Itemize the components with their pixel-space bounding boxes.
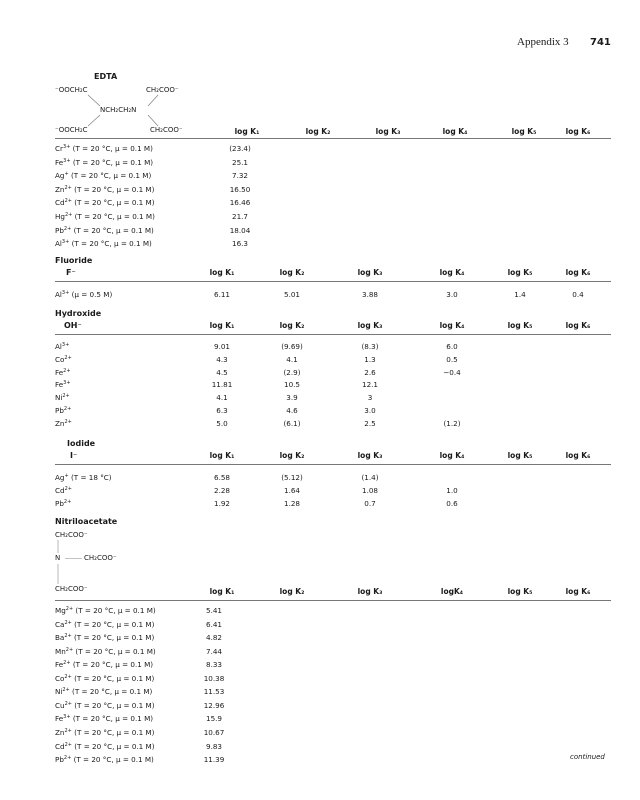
metal-ion: Pb	[55, 406, 64, 415]
log-k1-value: 5.41	[205, 606, 223, 615]
nta-group-right: CH₂COO⁻	[84, 554, 117, 562]
ion-charge: 2+	[65, 646, 74, 653]
column-header-log-k2: log K₂	[279, 268, 305, 277]
ion-charge: 2+	[64, 485, 72, 492]
log-k2-value: 5.01	[283, 290, 301, 299]
metal-ion: Cr	[55, 144, 63, 153]
column-header-log-k5: log K₅	[507, 268, 533, 277]
log-k2-value: 4.1	[286, 354, 298, 364]
row-label	[55, 606, 156, 615]
conditions: (T = 20 °C, μ = 0.1 M)	[71, 673, 155, 683]
log-k1-value: 16.46	[229, 198, 251, 208]
log-k1-value: 10.67	[203, 727, 225, 737]
log-k1-value: 6.3	[216, 406, 228, 415]
ion-charge: 2+	[62, 393, 70, 400]
column-header-log-k2: log K₂	[305, 127, 331, 136]
log-k1-value: 4.3	[216, 354, 228, 364]
continued-note: continued	[570, 753, 605, 761]
ion-charge: +	[64, 171, 69, 178]
ion-charge: 2+	[64, 700, 72, 707]
log-k1-value: 15.9	[205, 714, 223, 724]
ion-charge: 3+	[61, 342, 70, 348]
log-k3-value: 2.5	[364, 418, 376, 428]
log-k4-value: 0.5	[446, 354, 458, 364]
row-label	[55, 728, 154, 737]
log-k2-value: 10.5	[283, 380, 301, 390]
column-header-log-k3: log K₃	[357, 451, 383, 460]
log-k3-value: 3.88	[361, 290, 379, 299]
column-header-log-k1: log K₁	[209, 587, 235, 596]
metal-ion: Fe	[55, 367, 64, 377]
hydroxide-ligand: OH⁻	[64, 321, 82, 330]
ion-charge: 2+	[63, 660, 71, 667]
metal-ion: Mn	[55, 646, 66, 656]
fluoride-title: Fluoride	[55, 256, 93, 265]
log-k1-value: 16.3	[231, 239, 249, 249]
row-label	[55, 660, 153, 669]
page-number: 741	[590, 37, 611, 48]
edta-group-bottom-left: ⁻OOCH₂C	[55, 126, 88, 134]
metal-ion: Ag	[55, 473, 65, 482]
log-k2-value: 3.9	[286, 393, 298, 403]
conditions: (T = 20 °C, μ = 0.1 M)	[72, 212, 155, 221]
metal-ion: Co	[55, 354, 65, 364]
log-k1-value: 21.7	[231, 212, 249, 221]
log-k3-value: (8.3)	[361, 342, 379, 351]
ion-charge: 2+	[64, 619, 72, 626]
conditions: (T = 20 °C, μ = 0.1 M)	[71, 619, 155, 629]
conditions: (T = 20 °C, μ = 0.1 M)	[71, 198, 155, 208]
edta-group-top-left: ⁻OOCH₂C	[55, 86, 88, 94]
ion-charge: 2+	[65, 606, 74, 612]
log-k3-value: 0.7	[364, 498, 376, 508]
log-k4-value: 6.0	[446, 342, 458, 351]
log-k1-value: 7.32	[231, 171, 249, 181]
metal-ion: Cu	[55, 700, 65, 710]
column-header-log-k6: log K₆	[565, 127, 591, 136]
conditions: (T = 20 °C, μ = 0.1 M)	[70, 157, 154, 167]
ion-charge: 2+	[63, 755, 72, 762]
conditions: (μ = 0.5 M)	[69, 290, 113, 299]
log-k2-value: 4.6	[286, 406, 298, 415]
log-k1-value: 12.96	[203, 700, 225, 710]
metal-ion: Zn	[55, 418, 65, 428]
nta-group-top: CH₂COO⁻	[55, 531, 88, 539]
log-k2-value: (6.1)	[283, 418, 301, 428]
log-k1-value: 18.04	[229, 225, 251, 235]
edta-title: EDTA	[94, 72, 118, 81]
ion-charge: 2+	[64, 418, 72, 425]
conditions: (T = 20 °C, μ = 0.1 M)	[69, 239, 152, 249]
column-header-log-k4: log K₄	[439, 268, 465, 277]
log-k1-value: 6.11	[213, 290, 231, 299]
edta-group-top-right: CH₂COO⁻	[146, 86, 179, 94]
log-k1-value: 7.44	[205, 646, 223, 656]
log-k1-value: 9.01	[213, 342, 231, 351]
log-k1-value: 6.41	[205, 619, 223, 629]
ion-charge: 2+	[63, 406, 72, 412]
log-k3-value: 3.0	[364, 406, 376, 415]
column-header-log-k5: log K₅	[507, 321, 533, 330]
ion-charge: 2+	[64, 354, 72, 361]
row-label	[55, 714, 153, 723]
log-k1-value: (23.4)	[229, 144, 251, 153]
column-header-log-k1: log K₁	[209, 321, 235, 330]
metal-ion: Fe	[55, 660, 64, 670]
running-head: Appendix 3	[517, 36, 569, 48]
log-k2-value: 1.64	[283, 485, 301, 495]
metal-ion: Pb	[55, 225, 64, 235]
row-label	[55, 674, 154, 683]
row-label	[55, 687, 152, 696]
column-header-log-k3: log K₃	[357, 321, 383, 330]
log-k1-value: 9.83	[205, 741, 223, 751]
ion-charge: 2+	[63, 367, 71, 374]
ion-charge: +	[64, 473, 69, 479]
column-header-log-k6: log K₆	[565, 268, 591, 277]
column-header-log-k1: log K₁	[234, 127, 260, 136]
log-k1-value: 4.1	[216, 393, 228, 403]
metal-ion: Fe	[55, 157, 64, 167]
log-k1-value: 25.1	[231, 157, 249, 167]
column-header-log-k3: log K₃	[357, 268, 383, 277]
metal-ion: Al	[55, 239, 62, 249]
metal-ion: Zn	[55, 184, 65, 194]
ion-charge: 2+	[63, 498, 72, 505]
log-k4-value: (1.2)	[443, 418, 461, 428]
ion-charge: 2+	[64, 198, 72, 205]
edta-group-center: NCH₂CH₂N	[100, 106, 137, 114]
hydroxide-title: Hydroxide	[55, 309, 102, 318]
row-label	[55, 742, 155, 751]
log-k2-value: (9.69)	[281, 342, 303, 351]
ion-charge: 3+	[63, 157, 71, 164]
column-header-log-k1: log K₁	[209, 451, 235, 460]
conditions: (T = 20 °C, μ = 0.1 M)	[70, 660, 154, 670]
ion-charge: 3+	[63, 714, 71, 721]
metal-ion: Cd	[55, 741, 65, 751]
log-k1-value: 11.39	[203, 755, 225, 765]
metal-ion: Ca	[55, 619, 65, 629]
conditions: (T = 20 °C, μ = 0.1 M)	[71, 225, 154, 235]
ion-charge: 3+	[62, 144, 71, 150]
log-k3-value: 3	[367, 393, 373, 403]
log-k2-value: (5.12)	[281, 473, 303, 482]
column-header-log-k6: log K₆	[565, 587, 591, 596]
metal-ion: Ag	[55, 171, 65, 181]
log-k2-value: 1.28	[283, 498, 301, 508]
iodide-ligand: I⁻	[70, 451, 78, 460]
nitriloacetate-title: Nitriloacetate	[55, 517, 118, 526]
column-header-log-k3: log K₃	[375, 127, 401, 136]
ion-charge: 2+	[62, 687, 70, 694]
column-header-log-k5: log K₅	[511, 127, 537, 136]
log-k3-value: 1.08	[361, 485, 379, 495]
iodide-title: Iodide	[67, 439, 96, 448]
ion-charge: 2+	[64, 184, 72, 191]
log-k4-value: 1.0	[446, 485, 458, 495]
log-k4-value: 3.0	[446, 290, 458, 299]
conditions: (T = 20 °C, μ = 0.1 M)	[68, 171, 152, 181]
ion-charge: 2+	[64, 212, 73, 218]
row-label	[55, 633, 154, 642]
metal-ion: Co	[55, 673, 65, 683]
log-k1-value: 5.0	[216, 418, 228, 428]
column-header-log-k4: log K₄	[439, 321, 465, 330]
metal-ion: Fe	[55, 714, 64, 724]
log-k1-value: 4.82	[205, 633, 223, 643]
ion-charge: 2+	[64, 633, 72, 640]
ion-charge: 3+	[63, 380, 71, 387]
column-header-log-k2: log K₂	[279, 451, 305, 460]
metal-ion: Ba	[55, 633, 65, 643]
row-label	[55, 620, 154, 629]
log-k1-value: 11.81	[211, 380, 233, 390]
log-k2-value: (2.9)	[283, 367, 301, 377]
column-header-log-k2: log K₂	[279, 587, 305, 596]
log-k3-value: 1.3	[364, 354, 376, 364]
log-k6-value: 0.4	[572, 290, 584, 299]
metal-ion: Zn	[55, 727, 65, 737]
log-k4-value: −0.4	[443, 367, 461, 377]
metal-ion: Mg	[55, 606, 66, 615]
log-k1-value: 2.28	[213, 485, 231, 495]
conditions: (T = 20 °C, μ = 0.1 M)	[70, 144, 153, 153]
conditions: (T = 20 °C, μ = 0.1 M)	[69, 687, 153, 697]
column-header-log-k2: log K₂	[279, 321, 305, 330]
conditions: (T = 20 °C, μ = 0.1 M)	[73, 606, 156, 615]
ion-charge: 2+	[64, 741, 72, 748]
conditions: (T = 20 °C, μ = 0.1 M)	[73, 646, 156, 656]
conditions: (T = 20 °C, μ = 0.1 M)	[71, 184, 155, 194]
metal-ion: Cd	[55, 198, 65, 208]
column-header-log-k3: log K₃	[357, 587, 383, 596]
log-k1-value: 4.5	[216, 367, 228, 377]
metal-ion: Cd	[55, 485, 65, 495]
log-k1-value: 8.33	[205, 660, 223, 670]
metal-ion: Pb	[55, 755, 64, 765]
log-k1-value: 10.38	[203, 673, 225, 683]
column-header-log-k1: log K₁	[209, 268, 235, 277]
row-label	[55, 701, 155, 710]
log-k1-value: 1.92	[213, 498, 231, 508]
log-k4-value: 0.6	[446, 498, 458, 508]
column-header-log-k5: log K₅	[507, 451, 533, 460]
metal-ion: Ni	[55, 687, 63, 697]
conditions: (T = 20 °C, μ = 0.1 M)	[71, 700, 155, 710]
metal-ion: Al	[55, 342, 62, 351]
row-label	[55, 647, 156, 656]
column-header-log-k6: log K₆	[565, 321, 591, 330]
conditions: (T = 20 °C, μ = 0.1 M)	[71, 633, 155, 643]
metal-ion: Pb	[55, 498, 64, 508]
conditions: (T = 20 °C, μ = 0.1 M)	[71, 727, 155, 737]
nta-group-bottom: CH₂COO⁻	[55, 585, 88, 593]
log-k1-value: 6.58	[213, 473, 231, 482]
log-k3-value: 2.6	[364, 367, 376, 377]
metal-ion: Ni	[55, 393, 63, 403]
column-header-log-k4: log K₄	[442, 127, 468, 136]
log-k1-value: 16.50	[229, 184, 251, 194]
ion-charge: 3+	[61, 239, 70, 246]
conditions: (T = 20 °C, μ = 0.1 M)	[71, 755, 154, 765]
ion-charge: 2+	[64, 727, 72, 734]
metal-ion: Al	[55, 290, 62, 299]
conditions: (T = 18 °C)	[68, 473, 112, 482]
ion-charge: 2+	[63, 225, 72, 232]
log-k5-value: 1.4	[514, 290, 526, 299]
column-header-log-k5: log K₅	[507, 587, 533, 596]
ion-charge: 2+	[64, 673, 72, 680]
fluoride-ligand: F⁻	[66, 268, 76, 277]
metal-ion: Hg	[55, 212, 65, 221]
table-rule	[55, 600, 611, 601]
metal-ion: Fe	[55, 380, 64, 390]
nta-nitrogen: N	[55, 554, 61, 562]
column-header-log-k4: logK₄	[440, 587, 464, 596]
conditions: (T = 20 °C, μ = 0.1 M)	[71, 741, 155, 751]
row-label	[55, 755, 154, 764]
log-k3-value: (1.4)	[361, 473, 379, 482]
column-header-log-k4: log K₄	[439, 451, 465, 460]
ion-charge: 3+	[61, 290, 70, 296]
column-header-log-k6: log K₆	[565, 451, 591, 460]
log-k3-value: 12.1	[361, 380, 379, 390]
conditions: (T = 20 °C, μ = 0.1 M)	[70, 714, 154, 724]
log-k1-value: 11.53	[203, 687, 225, 697]
edta-group-bottom-right: CH₂COO⁻	[150, 126, 183, 134]
